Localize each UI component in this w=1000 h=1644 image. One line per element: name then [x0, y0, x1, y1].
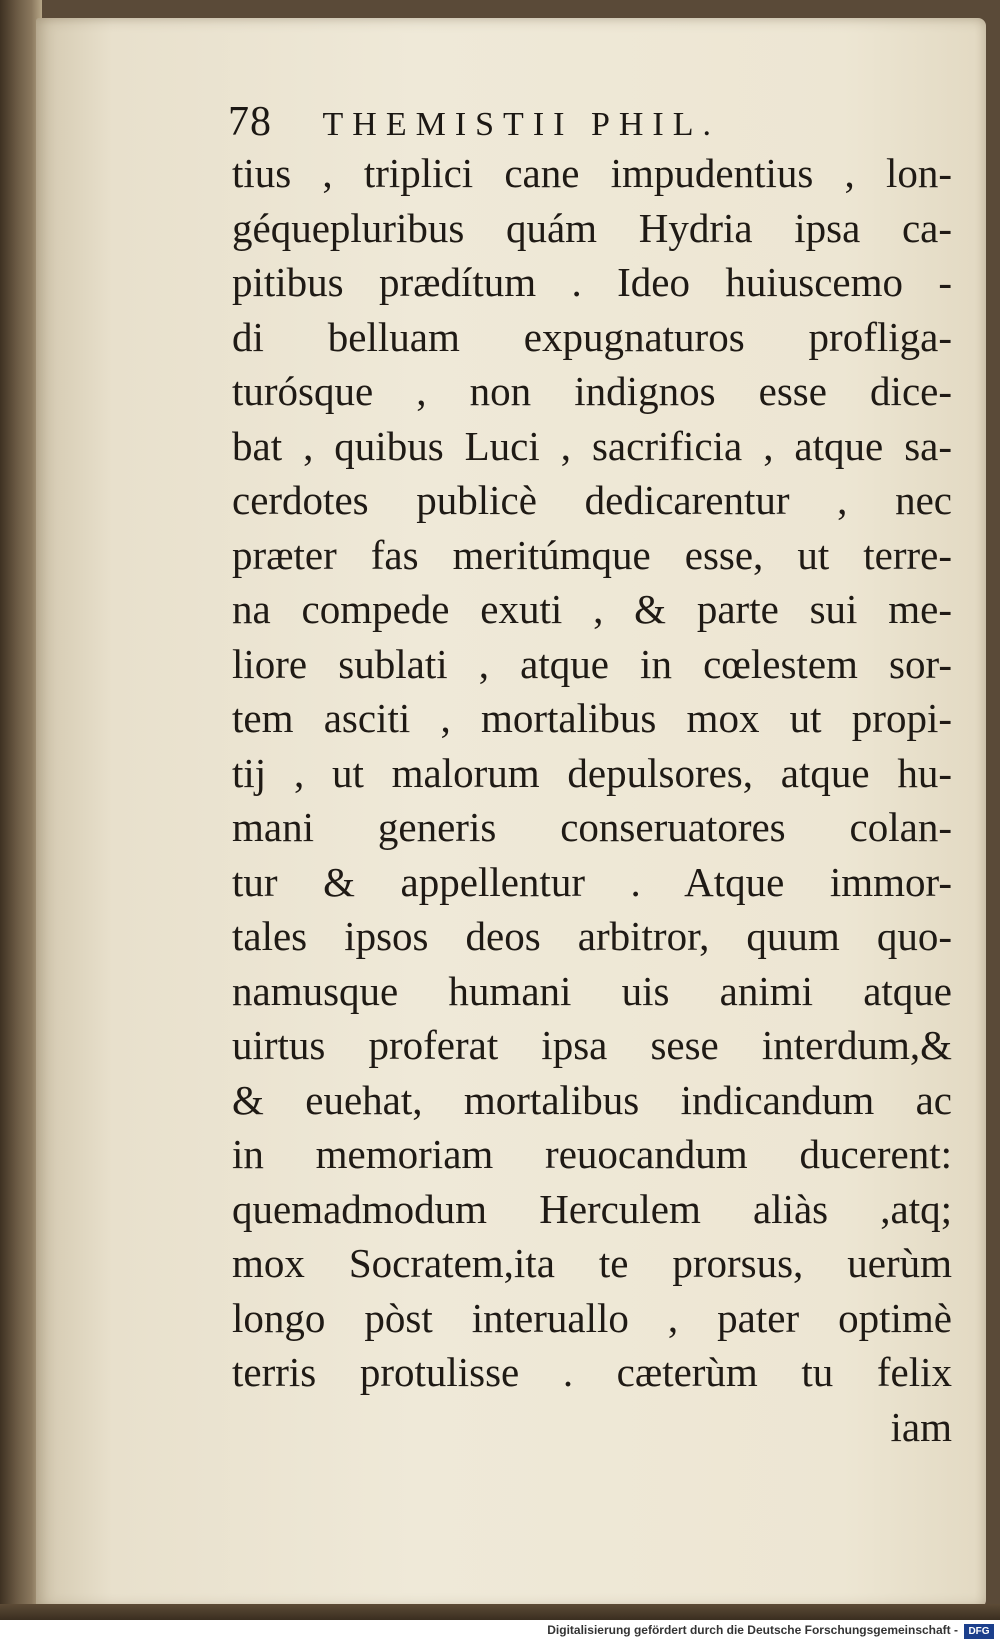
funding-credit: Digitalisierung gefördert durch die Deutsche Forschungsgemeinschaft - — [547, 1623, 958, 1637]
page-bottom-edge — [0, 1604, 1000, 1620]
text-line: quemadmodum Herculem aliàs ,atq; — [232, 1185, 952, 1232]
text-line: & euehat, mortalibus indicandum ac — [232, 1076, 952, 1123]
text-line: mani generis conseruatores colan- — [232, 804, 952, 850]
text-line: uirtus proferat ipsa sese interdum,& — [232, 1022, 952, 1068]
text-line: tij , ut malorum depulsores, atque hu- — [232, 749, 952, 796]
text-line: bat , quibus Luci , sacrificia , atque sa- — [232, 422, 952, 469]
text-line: terris protulisse . cæterùm tu felix — [232, 1349, 952, 1395]
text-line: tius , triplici cane impudentius , lon- — [232, 150, 952, 196]
page-number: 78 — [228, 99, 272, 145]
text-line: tur & appellentur . Atque immor- — [232, 858, 952, 905]
text-line: tales ipsos deos arbitror, quum quo- — [232, 913, 952, 959]
text-line: in memoriam reuocandum ducerent: — [232, 1131, 952, 1177]
text-line: namusque humani uis animi atque — [232, 967, 952, 1014]
text-line: liore sublati , atque in cœlestem sor- — [232, 640, 952, 687]
running-head — [228, 98, 720, 146]
text-line: præter fas meritúmque esse, ut terre- — [232, 531, 952, 578]
text-line: cerdotes publicè dedicarentur , nec — [232, 477, 952, 523]
text-line: di belluam expugnaturos profliga- — [232, 313, 952, 360]
digitization-footer — [0, 1620, 1000, 1644]
text-line: tem asciti , mortalibus mox ut propi- — [232, 695, 952, 741]
running-head-title: THEMISTII PHIL. — [322, 106, 721, 143]
text-line: na compede exuti , & parte sui me- — [232, 586, 952, 632]
text-line: géquepluribus quám Hydria ipsa ca- — [232, 204, 952, 251]
text-block — [232, 146, 952, 1454]
dfg-logo: DFG — [964, 1624, 994, 1639]
text-line: mox Socratem,ita te prorsus, uerùm — [232, 1240, 952, 1286]
catchword: iam — [890, 1403, 952, 1450]
text-line: longo pòst interuallo , pater optimè — [232, 1294, 952, 1341]
text-line: turósque , non indignos esse dice- — [232, 368, 952, 414]
text-line: pitibus prædítum . Ideo huiuscemo - — [232, 259, 952, 305]
